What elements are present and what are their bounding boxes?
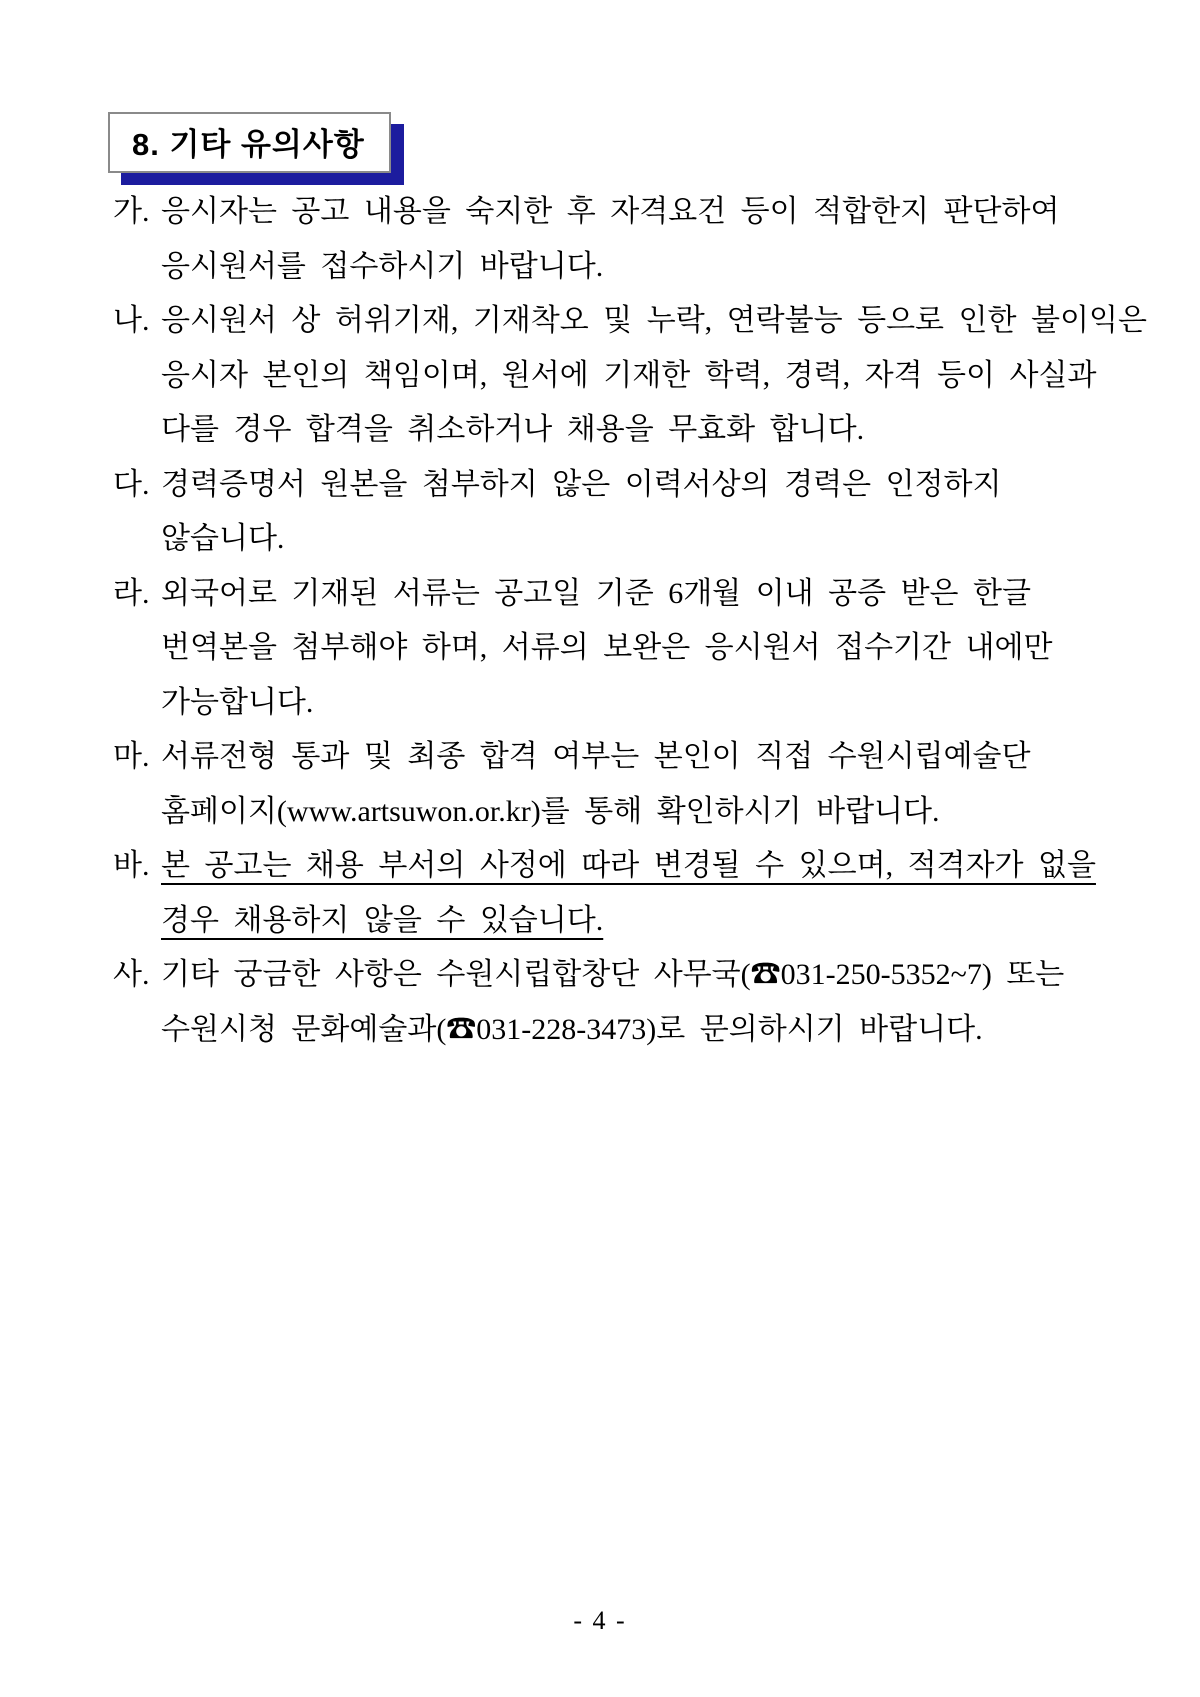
notice-line: 경력증명서 원본을 첨부하지 않은 이력서상의 경력은 인정하지 [161,467,1002,501]
notice-item-sa [113,948,1153,1057]
notice-label: 바. [113,849,150,882]
notice-lines [161,458,1153,567]
notice-line: 홈페이지(www.artsuwon.or.kr)를 통해 확인하시기 바랍니다. [161,794,940,828]
notice-lines [161,730,1153,839]
notice-line: 서류전형 통과 및 최종 합격 여부는 본인이 직접 수원시립예술단 [161,740,1031,773]
notice-line: 않습니다. [161,522,285,555]
notice-line: 다를 경우 합격을 취소하거나 채용을 무효화 합니다. [161,413,865,446]
notice-line: 응시자 본인의 책임이며, 원서에 기재한 학력, 경력, 자격 등이 사실과 [161,358,1097,392]
notice-item-ba [113,839,1153,948]
notice-label: 다. [113,467,150,501]
notice-lines [161,294,1153,458]
notice-line: 가능합니다. [161,685,314,719]
page-number: - 4 - [573,1606,627,1635]
notice-item-da [113,458,1153,567]
section-title-box [108,112,391,173]
notice-item-na [113,294,1153,458]
section-title: 8. 기타 유의사항 [132,127,365,162]
notice-line-underlined: 본 공고는 채용 부서의 사정에 따라 변경될 수 있으며, 적격자가 없을 [161,849,1096,882]
notice-item-ga [113,185,1153,294]
notice-line: 수원시청 문화예술과(☎031-228-3473)로 문의하시기 바랍니다. [161,1012,983,1046]
notice-item-ra [113,567,1153,731]
notice-label: 마. [113,740,150,773]
notice-line-underlined: 경우 채용하지 않을 수 있습니다. [161,903,604,937]
notice-lines [161,567,1153,731]
notice-line: 번역본을 첨부해야 하며, 서류의 보완은 응시원서 접수기간 내에만 [161,631,1053,664]
notice-lines [161,948,1153,1057]
notice-line: 외국어로 기재된 서류는 공고일 기준 6개월 이내 공증 받은 한글 [161,576,1031,610]
notice-line: 응시자는 공고 내용을 숙지한 후 자격요건 등이 적합한지 판단하여 [161,195,1060,228]
notice-line: 응시원서 상 허위기재, 기재착오 및 누락, 연락불능 등으로 인한 불이익은 [161,304,1147,337]
notice-label: 가. [113,195,150,228]
notice-label: 나. [113,304,150,337]
notice-label: 사. [113,958,150,991]
notice-lines [161,839,1153,948]
notice-line: 응시원서를 접수하시기 바랍니다. [161,249,604,283]
notice-line: 기타 궁금한 사항은 수원시립합창단 사무국(☎031-250-5352~7) 또는 [161,958,1065,991]
notice-list [113,185,1153,1057]
notice-lines [161,185,1153,294]
notice-item-ma [113,730,1153,839]
notice-label: 라. [113,576,150,610]
